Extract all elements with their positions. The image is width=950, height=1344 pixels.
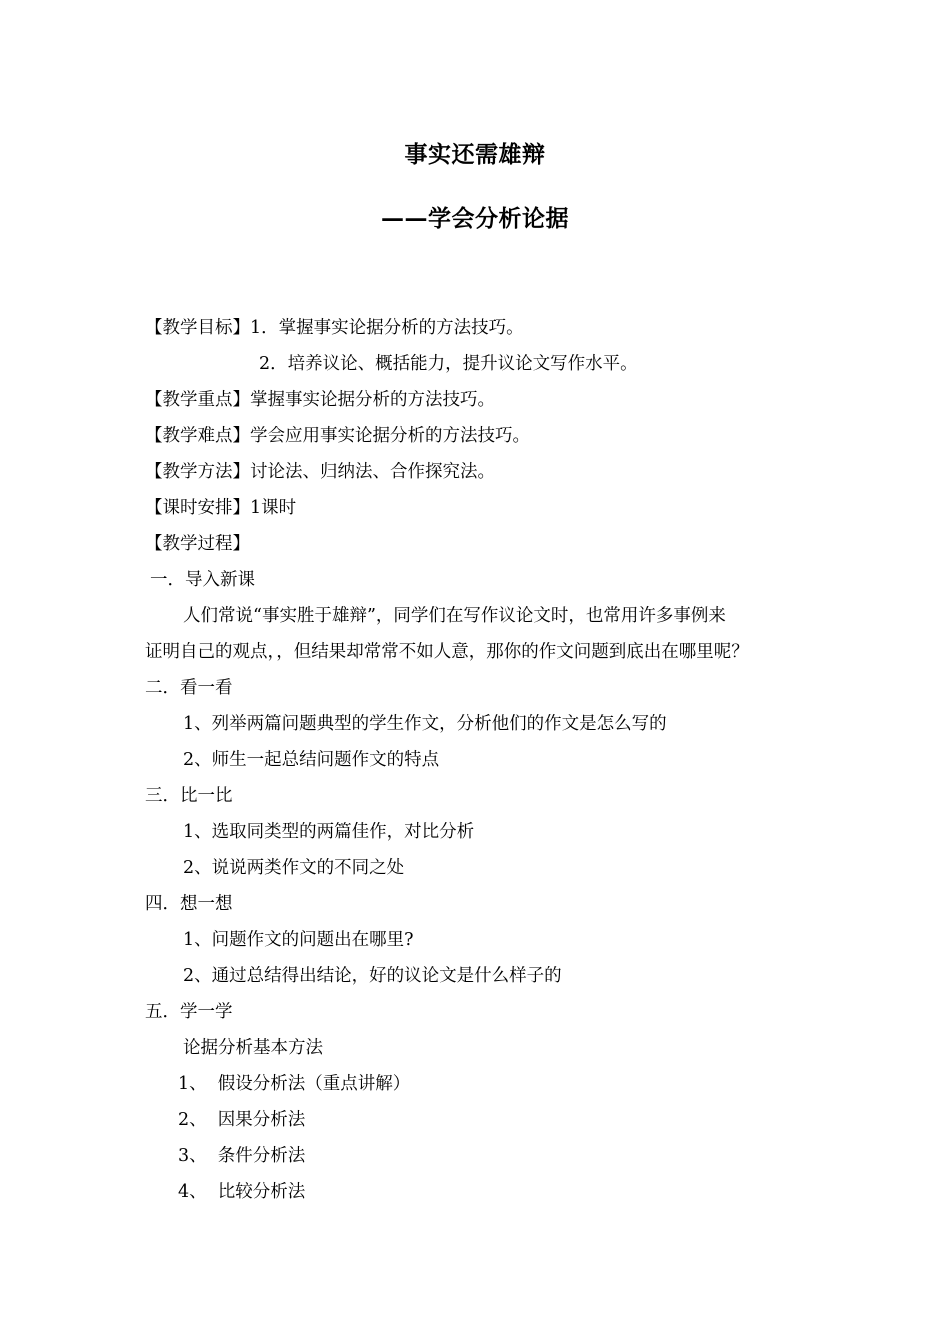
- section-1-paragraph-line-2: 证明自己的观点，，但结果却常常不如人意，那你的作文问题到底出在哪里呢？: [145, 642, 749, 662]
- document-title: 事实还需雄辩: [404, 141, 546, 168]
- method-row: [145, 459, 495, 485]
- section-5-heading: 五．学一学: [145, 1002, 233, 1022]
- objective-2: 2．培养议论、概括能力，提升议论文写作水平。: [259, 354, 638, 374]
- objective-1: 1．掌握事实论据分析的方法技巧。: [250, 318, 524, 338]
- section-2-item-2: 2、师生一起总结问题作文的特点: [183, 750, 440, 770]
- section-1-heading: 一．导入新课: [150, 570, 255, 590]
- section-5-item-1: 1、 假设分析法（重点讲解）: [178, 1074, 411, 1094]
- difficulty-text: 学会应用事实论据分析的方法技巧。: [250, 426, 530, 446]
- section-5-item-4: 4、 比较分析法: [178, 1182, 306, 1202]
- section-3-heading: 三．比一比: [145, 786, 233, 806]
- difficulty-row: [145, 423, 530, 449]
- section-2-heading: 二．看一看: [145, 678, 233, 698]
- difficulty-label: 【教学难点】: [145, 426, 250, 446]
- section-4-heading: 四．想一想: [145, 894, 233, 914]
- schedule-text: 1课时: [250, 498, 297, 518]
- schedule-row: [145, 495, 296, 521]
- method-label: 【教学方法】: [145, 462, 250, 482]
- objectives-row: [145, 315, 524, 341]
- process-label: 【教学过程】: [145, 534, 250, 554]
- key-point-row: [145, 387, 495, 413]
- key-point-text: 掌握事实论据分析的方法技巧。: [250, 390, 495, 410]
- section-4-item-2: 2、通过总结得出结论，好的议论文是什么样子的: [183, 966, 562, 986]
- key-point-label: 【教学重点】: [145, 390, 250, 410]
- document-subtitle: ——学会分析论据: [381, 205, 569, 232]
- section-4-item-1: 1、问题作文的问题出在哪里?: [183, 930, 414, 950]
- schedule-label: 【课时安排】: [145, 498, 250, 518]
- section-3-item-1: 1、选取同类型的两篇佳作，对比分析: [183, 822, 475, 842]
- section-5-item-3: 3、 条件分析法: [178, 1146, 306, 1166]
- section-5-subheading: 论据分析基本方法: [183, 1038, 323, 1058]
- section-1-paragraph-line-1: 人们常说“事实胜于雄辩”，同学们在写作议论文时，也常用许多事例来: [183, 606, 726, 626]
- method-text: 讨论法、归纳法、合作探究法。: [250, 462, 495, 482]
- objectives-label: 【教学目标】: [145, 318, 250, 338]
- section-5-item-2: 2、 因果分析法: [178, 1110, 306, 1130]
- section-3-item-2: 2、说说两类作文的不同之处: [183, 858, 405, 878]
- section-2-item-1: 1、列举两篇问题典型的学生作文，分析他们的作文是怎么写的: [183, 714, 667, 734]
